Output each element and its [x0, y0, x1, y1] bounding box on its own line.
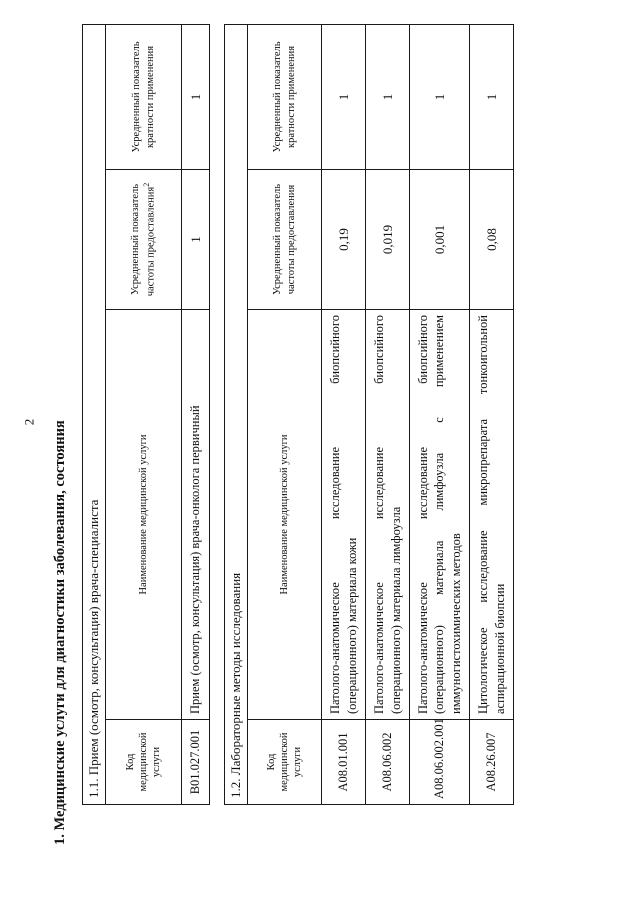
header-frequency: Усредненный показатель частоты предоставления$^2$ [106, 170, 182, 310]
multiplicity-value: 1 [322, 24, 366, 169]
header-multiplicity: Усредненный показатель кратности применения [248, 24, 322, 169]
service-code: B01.027.001 [182, 720, 210, 805]
multiplicity-value: 1 [182, 24, 210, 169]
header-name: Наименование медицинской услуги [106, 310, 182, 720]
laboratory-table [224, 24, 514, 805]
multiplicity-value: 1 [366, 24, 410, 169]
frequency-value: 1 [182, 170, 210, 310]
table-row [322, 24, 366, 804]
consultation-table [82, 24, 210, 805]
table-row [470, 24, 514, 804]
frequency-value: 0,001 [410, 170, 470, 310]
header-name: Наименование медицинской услуги [248, 310, 322, 720]
service-name: Цитологическое исследование микропрепарата тонкоигольной аспирационной биопсии [470, 310, 514, 720]
table-caption: 1.1. Прием (осмотр, консультация) врача-специалиста [83, 24, 106, 804]
multiplicity-value: 1 [470, 24, 514, 169]
table-caption: 1.2. Лабораторные методы исследования [225, 24, 248, 804]
header-code: Код медицинской услуги [106, 720, 182, 805]
service-name: Патолого-анатомическое исследование биопсийного (операционного) материала лимфоузла [366, 310, 410, 720]
service-code: A08.06.002.001 [410, 720, 470, 805]
table-row [182, 24, 210, 804]
header-multiplicity: Усредненный показатель кратности применения [106, 24, 182, 169]
service-code: A08.06.002 [366, 720, 410, 805]
frequency-value: 0,19 [322, 170, 366, 310]
service-name: Прием (осмотр, консультация) врача-онколога первичный [182, 310, 210, 720]
multiplicity-value: 1 [410, 24, 470, 169]
table-row [366, 24, 410, 804]
service-code: A08.01.001 [322, 720, 366, 805]
frequency-value: 0,08 [470, 170, 514, 310]
header-code: Код медицинской услуги [248, 720, 322, 805]
service-code: A08.26.007 [470, 720, 514, 805]
header-frequency: Усредненный показатель частоты предоставления [248, 170, 322, 310]
service-name: Патолого-анатомическое исследование биопсийного (операционного) материала лимфоузла с применением иммуногистохимических методов [410, 310, 470, 720]
frequency-value: 0,019 [366, 170, 410, 310]
service-name: Патолого-анатомическое исследование биопсийного (операционного) материала кожи [322, 310, 366, 720]
section-heading: 1. Медицинские услуги для диагностики заболевания, состояния [52, 420, 68, 845]
table-row [410, 24, 470, 804]
page-number: 2 [21, 418, 37, 426]
